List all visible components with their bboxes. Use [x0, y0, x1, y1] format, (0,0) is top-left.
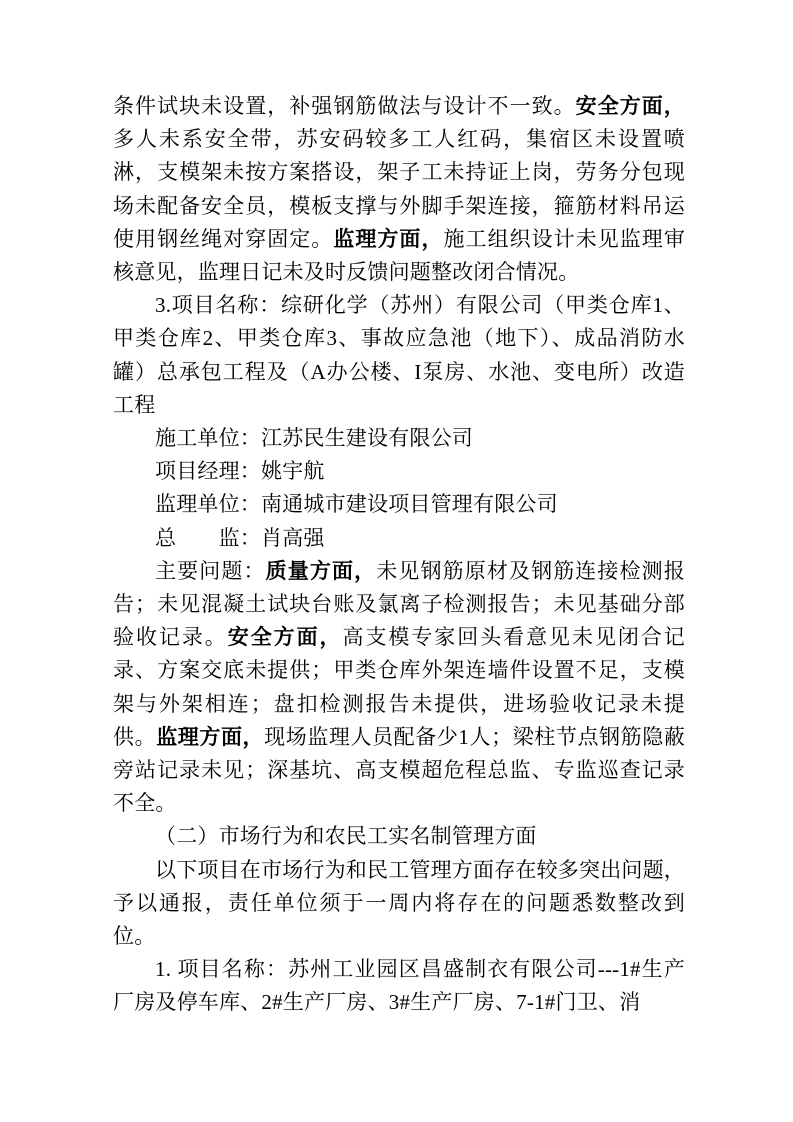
text-run: （二）市场行为和农民工实名制管理方面	[155, 824, 537, 849]
paragraph	[113, 289, 685, 422]
text-run: 现场监理人员配备少1人；梁柱节点钢筋隐蔽旁站记录未见；深基坑、高支模超危程总监、专监巡查记录不全。	[113, 724, 686, 816]
bold-text-run: 安全方面，	[227, 625, 343, 650]
paragraph	[113, 953, 685, 1019]
text-run: 未见钢筋原材及钢筋连接检测报告；未见混凝土试块台账及氯离子检测报告；未见基础分部验收记录。	[113, 558, 685, 650]
paragraph	[113, 555, 685, 821]
paragraph	[113, 522, 685, 555]
text-run: 多人未系安全带，苏安码较多工人红码，集宿区未设置喷淋，支模架未按方案搭设，架子工未持证上岗，劳务分包现场未配备安全员，模板支撑与外脚手架连接，箍筋材料吊运使用钢丝绳对穿固定。	[113, 127, 685, 251]
paragraph	[113, 854, 685, 954]
paragraph	[113, 820, 685, 853]
bold-text-run: 监理方面，	[333, 226, 444, 251]
text-run: 3.项目名称：综研化学（苏州）有限公司（甲类仓库1、甲类仓库2、甲类仓库3、事故应急池（地下）、成品消防水罐）总承包工程及（A办公楼、I泵房、水池、变电所）改造工程	[113, 293, 685, 417]
paragraph	[113, 455, 685, 488]
paragraph	[113, 422, 685, 455]
text-run: 以下项目在市场行为和民工管理方面存在较多突出问题，予以通报，责任单位须于一周内将存在的问题悉数整改到位。	[113, 857, 685, 949]
bold-text-run: 质量方面，	[265, 558, 377, 583]
text-run: 1. 项目名称：苏州工业园区昌盛制衣有限公司---1#生产厂房及停车库、2#生产厂房、3#生产厂房、7-1#门卫、消	[113, 957, 685, 1015]
text-run: 条件试块未设置，补强钢筋做法与设计不一致。	[113, 94, 576, 118]
text-run: 高支模专家回头看意见未见闭合记录、方案交底未提供；甲类仓库外架连墙件设置不足，支模架与外架相连；盘扣检测报告未提供，进场验收记录未提供。	[113, 625, 685, 749]
text-run: 主要问题：	[155, 558, 266, 583]
bold-text-run: 安全方面，	[575, 94, 685, 118]
text-run: 总 监：肖高强	[155, 525, 325, 550]
bold-text-run: 监理方面，	[156, 724, 265, 749]
text-run: 施工单位：江苏民生建设有限公司	[155, 426, 473, 451]
paragraph	[113, 488, 685, 521]
text-run: 项目经理：姚宇航	[155, 459, 325, 484]
paragraph	[113, 90, 685, 289]
text-run: 施工组织设计未见监理审核意见，监理日记未及时反馈问题整改闭合情况。	[113, 226, 686, 285]
document-body	[113, 90, 685, 1020]
text-run: 监理单位：南通城市建设项目管理有限公司	[155, 492, 558, 517]
